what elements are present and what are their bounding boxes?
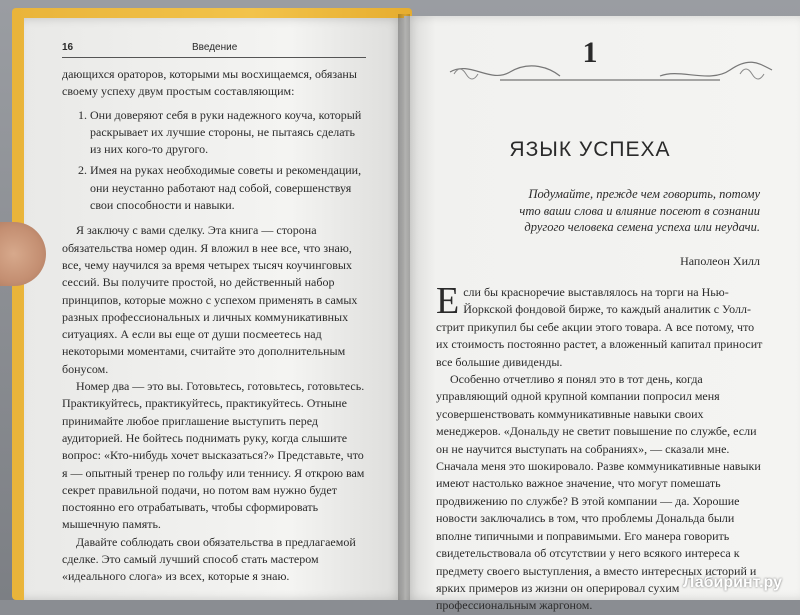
watermark-logo: Лабиринт.ру (683, 574, 782, 591)
list-item: 2. Имея на руках необходимые советы и рекомендации, они неустанно работают над собой, совершенствуя свои способности и навыки. (90, 162, 366, 214)
section-title: Введение (192, 42, 238, 53)
paragraph: Я заключу с вами сделку. Эта книга — сторона обязательства номер один. Я вложил в нее все, что знаю, все, чему научился за время четырех тысяч коучинговых сессий. Вы получите простой, но действенный набор принципов, которые можно с успехом применять в самых разных профессиональных и личных коммуникативных ситуациях. А если вы еще от души посмеетесь над некоторыми моментами, считайте это дополнительным бонусом. (62, 223, 358, 376)
list-item: 1. Они доверяют себя в руки надежного коуча, который раскрывает их лучшие стороны, не пытаясь сделать из них кого-то другого. (90, 107, 366, 159)
book-spine-gutter (398, 14, 410, 600)
page-number: 16 (62, 42, 74, 53)
chapter-number: 1 (582, 36, 598, 69)
left-page-text (62, 66, 366, 586)
paragraph: дающихся ораторов, которыми мы восхищаемся, обязаны своему успеху двум простым составляющим: (62, 67, 357, 99)
numbered-list (62, 107, 366, 215)
chapter-title: ЯЗЫК УСПЕХА (509, 138, 671, 161)
running-header (62, 42, 366, 58)
paragraph: Номер два — это вы. Готовьтесь, готовьтесь, готовьтесь. Практикуйтесь, практикуйтесь, практикуйтесь. Отныне принимайте любое приглашение выступить перед аудиторией. Не бойтесь поднимать руку, когда слышите вопрос: «Кто-нибудь хочет высказаться?» Представьте, что я — опытный тренер по гольфу или теннису. Я открою вам секрет правильной подачи, но потом вам нужно будет постоянно его отрабатывать, чтобы сформировать мышечную память. (62, 379, 365, 532)
epigraph-author: Наполеон Хилл (680, 254, 760, 268)
epigraph: Подумайте, прежде чем говорить, потому что ваши слова и влияние посеют в сознании другого человека семена успеха или неудачи. (519, 187, 760, 234)
first-paragraph: Если бы красноречие выставлялось на торги на Нью-Йоркской фондовой бирже, то каждый аналитик с Уолл-стрит прикупил бы себе акции этого товара. А все потому, что их стоимость постоянно растет, а вложенный капитал приносит все большие дивиденды. (436, 280, 763, 369)
paragraph: Особенно отчетливо я понял это в тот день, когда управляющий одной крупной компании попросил меня усовершенствовать коммуникативные навыки своих менеджеров. «Дональду не светит повышение по службе, если он не научится выступать на собраниях», — сказали мне. Сначала меня это шокировало. Разве коммуникативные навыки имеют настолько важное значение, что могут помешать продвижению по службе? В этой компании — да. Хорошие новости заключались в том, что проблемы Дональда были вполне типичными и поправимыми. Его манера говорить свидетельствовала об отсутствии у него всякого интереса к предмету своего выступления, а вместо интересных историй и ярких примеров из жизни он оперировал сухим профессиональным жаргоном. (436, 372, 761, 613)
drop-cap: Е (436, 280, 460, 322)
paragraph: Давайте соблюдать свои обязательства в предлагаемой сделке. Это самый лучший способ стать мастером «идеального слога» из всех, которые я знаю. (62, 534, 356, 584)
right-page-text (436, 280, 768, 615)
